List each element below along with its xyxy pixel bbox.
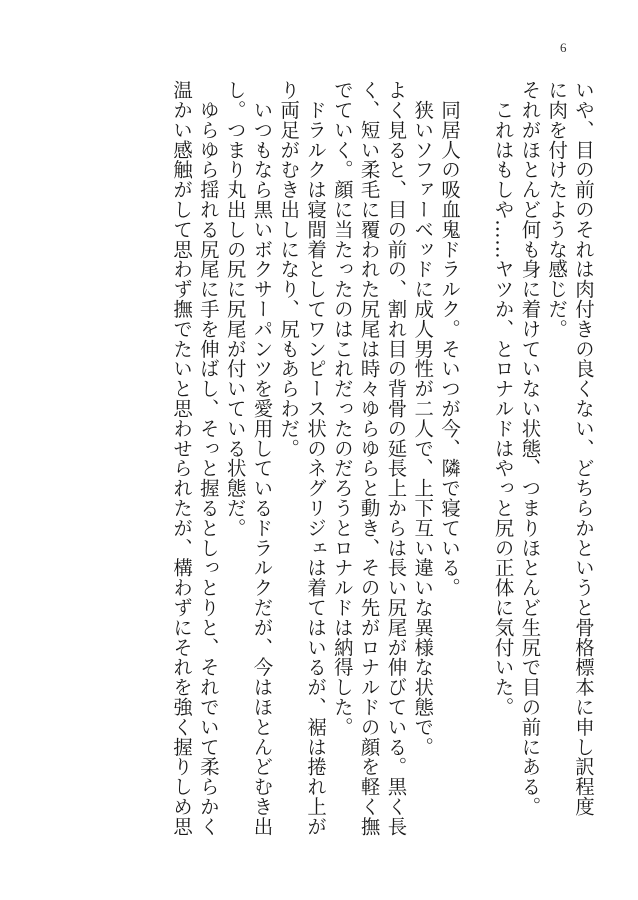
- text-line: いや、目の前のそれは肉付きの良くない、どちらかというと骨格標本に申し訳程度: [572, 80, 595, 817]
- text-line: に肉を付けたような感じだ。: [545, 80, 569, 339]
- text-line: それがほとんど何も身に着けていない状態、つまりほとんど生尻で目の前にある。: [518, 80, 542, 817]
- body-text: [36, 80, 596, 880]
- text-line: いつもなら黒いボクサーパンツを愛用しているドラルクだが、今はほとんどむき出: [250, 80, 274, 837]
- text-line: 同居人の吸血鬼ドラルク。そいつが今、隣で寝ている。: [438, 80, 462, 598]
- text-line: 狭いソファーベッドに成人男性が二人で、上下互い違いな異様な状態で。: [411, 80, 435, 757]
- text-line: よく見ると、目の前の、割れ目の背骨の延長上からは長い尻尾が伸びている。黒く長: [384, 80, 408, 837]
- text-line-blank: [462, 80, 489, 880]
- text-line: ゆらゆら揺れる尻尾に手を伸ばし、そっと握るとしっとりと、それでいて柔らかく: [196, 80, 220, 837]
- text-line: 温かい感触がして思わず撫でたいと思わせられたが、構わずにそれを強く握りしめ思: [170, 80, 194, 837]
- text-line: し。つまり丸出しの尻に尻尾が付いている状態だ。: [223, 80, 247, 538]
- text-line: でていく。顔に当たったのはこれだったのだろうとロナルドは納得した。: [330, 80, 354, 737]
- page-number: 6: [560, 40, 567, 55]
- text-line: これはもしや……ヤツか、とロナルドはやっと尻の正体に気付いた。: [491, 80, 515, 717]
- text-line: ドラルクは寝間着としてワンピース状のネグリジェは着てはいるが、裾は捲れ上が: [304, 80, 328, 837]
- text-line: り両足がむき出しになり、尻もあらわだ。: [277, 80, 301, 459]
- text-line: く、短い柔毛に覆われた尻尾は時々ゆらゆらと動き、その先がロナルドの顔を軽く撫: [357, 80, 381, 837]
